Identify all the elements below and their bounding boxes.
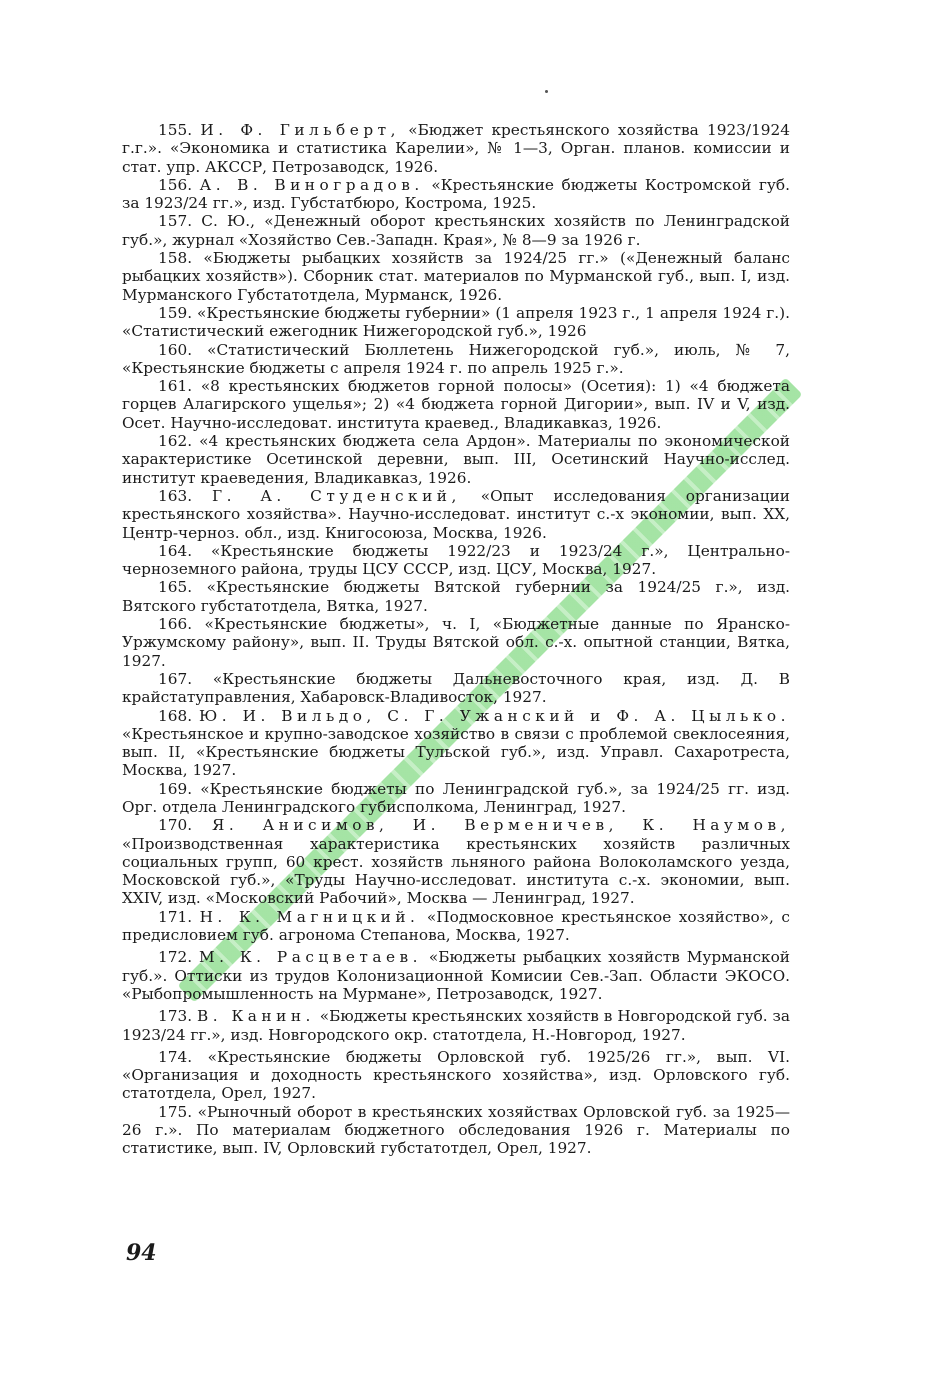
entry-text: «8 крестьянских бюджетов горной полосы» (Осетия): 1) «4 бюджета горцев Алагирского ущелья»; 2) «4 бюджета горной Дигории», вып. IV и V, изд. Осет. Научно-исследоват. института краевед., Владикавказ, 1926.	[122, 377, 790, 432]
entry-number: 166.	[158, 615, 193, 634]
entry-text: «Крестьянские бюджеты 1922/23 и 1923/24 г.», Центрально-черноземного района, труды ЦСУ СССР, изд. ЦСУ, Москва, 1927.	[122, 541, 790, 579]
entry-text: С. Ю., «Денежный оборот крестьянских хозяйств по Ленинградской губ.», журнал «Хозяйство Сев.-Западн. Края», № 8—9 за 1926 г.	[122, 212, 790, 249]
scan-speck	[545, 90, 548, 93]
bibliography-entry	[122, 578, 790, 615]
entry-number: 158.	[158, 249, 193, 268]
entry-text: «Производственная характеристика крестьянских хозяйств различных социальных групп, 60 крест. хозяйств льняного района Волоколамского уезда, Московской губ.», «Труды Научно-исследоват. института с.-х. экономии, вып. XXIV, изд. «Московский Рабочий», Москва — Ленинград, 1927.	[122, 834, 790, 908]
entry-number: 169.	[158, 779, 193, 798]
entry-author: И. Ф. Гильберт,	[200, 121, 400, 139]
entry-text: «Крестьянское и крупно-заводское хозяйство в связи с проблемой свеклосеяния, вып. II, «Крестьянские бюджеты Тульской губ.», изд. Управл. Сахаротреста, Москва, 1927.	[122, 724, 790, 780]
entry-number: 170.	[158, 816, 193, 835]
entry-number: 173.	[158, 1007, 193, 1026]
entry-number: 160.	[158, 340, 193, 359]
bibliography-entry	[122, 1048, 790, 1103]
bibliography-entry	[122, 341, 790, 378]
entry-number: 155.	[158, 121, 193, 139]
entry-text: «Рыночный оборот в крестьянских хозяйствах Орловской губ. за 1925—26 г.». По материалам бюджетного обследования 1926 г. Материалы по статистике, вып. IV, Орловский губстатотдел, Орел, 1927.	[122, 1102, 790, 1158]
entry-text: «4 крестьянских бюджета села Ардон». Материалы по экономической характеристике Осетинской деревни, вып. III, Осетинский Научно-исслед. институт краеведения, Владикавказ, 1926.	[122, 432, 790, 487]
bibliography-entry	[122, 1103, 790, 1158]
bibliography-entry	[122, 542, 790, 579]
bibliography-entry	[122, 816, 790, 907]
entry-number: 175.	[158, 1102, 193, 1121]
entry-number: 172.	[158, 948, 193, 967]
bibliography-entry	[122, 780, 790, 817]
bibliography-entry	[122, 176, 790, 213]
page-number: 94	[126, 1240, 157, 1266]
entry-text: «Бюджеты крестьянских хозяйств в Новгородской губ. за 1923/24 гг.», изд. Новгородского окр. статотдела, Н.-Новгород, 1927.	[122, 1007, 791, 1044]
entry-text: «Подмосковное крестьянское хозяйство», с предисловием губ. агронома Степанова, Москва, 1927.	[122, 907, 790, 945]
entry-number: 167.	[158, 669, 193, 688]
entry-text: «Опыт исследования организации крестьянского хозяйства». Научно-исследоват. институт с.-х экономии, вып. XX, Центр-черноз. обл., изд. Книгосоюза, Москва, 1926.	[122, 486, 790, 542]
bibliography-entry	[122, 615, 790, 670]
entry-text: «Крестьянские бюджеты по Ленинградской губ.», за 1924/25 гг. изд. Орг. отдела Ленинградского губисполкома, Ленинград, 1927.	[122, 779, 790, 816]
entry-text: «Бюджеты рыбацких хозяйств за 1924/25 гг.» («Денежный баланс рыбацких хозяйств»). Сборник стат. материалов по Мурманской губ., вып. I, изд. Мурманского Губстатотдела, Мурманск, 1926.	[122, 249, 790, 304]
entry-text: «Статистический Бюллетень Нижегородской губ.», июль, № 7, «Крестьянские бюджеты с апреля 1924 г. по апрель 1925 г.».	[122, 340, 790, 377]
entry-text: «Бюджет крестьянского хозяйства 1923/1924 г.г.». «Экономика и статистика Карелии», № 1—3, Орган. планов. комиссии и стат. упр. АКССР, Петрозаводск, 1926.	[122, 121, 790, 176]
entry-text: «Крестьянские бюджеты Орловской губ. 1925/26 гг.», вып. VI. «Организация и доходность крестьянского хозяйства», изд. Орловского губ. статотдела, Орел, 1927.	[122, 1047, 790, 1103]
entry-author: Н. К. Магницкий.	[199, 907, 420, 926]
entry-author: Я. Анисимов, И. Верменичев, К. Наумов,	[211, 816, 790, 835]
entry-number: 164.	[158, 541, 193, 560]
bibliography-entry	[122, 304, 790, 341]
entry-number: 162.	[158, 432, 193, 451]
bibliography-entry	[122, 487, 790, 542]
entry-text: «Крестьянские бюджеты», ч. I, «Бюджетные данные по Яранско-Уржумскому району», вып. II. Труды Вятской обл. с.-х. опытной станции, Вятка, 1927.	[122, 615, 790, 670]
bibliography-entry	[122, 377, 790, 432]
entry-author: В. Канин.	[196, 1007, 315, 1026]
bibliography-entry	[122, 670, 790, 707]
entry-text: «Крестьянские бюджеты Костромской губ. за 1923/24 гг.», изд. Губстатбюро, Кострома, 1925.	[122, 175, 791, 213]
entry-author: М. К. Расцветаев.	[198, 948, 422, 967]
bibliography-entry	[122, 249, 790, 304]
bibliography-entry	[122, 908, 790, 945]
entry-author: А. В. Виноградов.	[199, 175, 424, 194]
bibliography-entry	[122, 1007, 790, 1044]
entry-number: 171.	[158, 907, 193, 926]
bibliography-entry	[122, 212, 790, 249]
entry-number: 159.	[158, 303, 193, 322]
bibliography-entry	[122, 948, 790, 1003]
entry-number: 174.	[158, 1047, 193, 1066]
entry-text: «Крестьянские бюджеты Вятской губернии за 1924/25 г.», изд. Вятского губстатотдела, Вятка, 1927.	[122, 578, 790, 615]
entry-author: Г. А. Студенский,	[211, 486, 461, 505]
entry-text: «Крестьянские бюджеты губернии» (1 апреля 1923 г., 1 апреля 1924 г.). «Статистический ежегодник Нижегородской губ.», 1926	[122, 303, 790, 341]
entry-author: Ю. И. Вильдо, С. Г. Ужанский и Ф. А. Цылько.	[199, 706, 790, 725]
entry-number: 156.	[158, 175, 193, 194]
entry-text: «Бюджеты рыбацких хозяйств Мурманской губ.». Оттиски из трудов Колонизационной Комисии Сев.-Зап. Области ЭКОСО. «Рыбопромышленность на Мурмане», Петрозаводск, 1927.	[122, 948, 790, 1003]
bibliography-entry	[122, 121, 790, 176]
entry-number: 157.	[158, 212, 193, 231]
bibliography-entry	[122, 707, 790, 780]
entry-text: «Крестьянские бюджеты Дальневосточного края, изд. Д. В крайстатуправления, Хабаровск-Владивосток, 1927.	[122, 669, 790, 707]
entry-number: 161.	[158, 377, 193, 396]
bibliography-list	[122, 121, 790, 1158]
entry-number: 165.	[158, 578, 193, 597]
entry-number: 168.	[158, 706, 193, 725]
bibliography-entry	[122, 432, 790, 487]
entry-number: 163.	[158, 486, 193, 505]
